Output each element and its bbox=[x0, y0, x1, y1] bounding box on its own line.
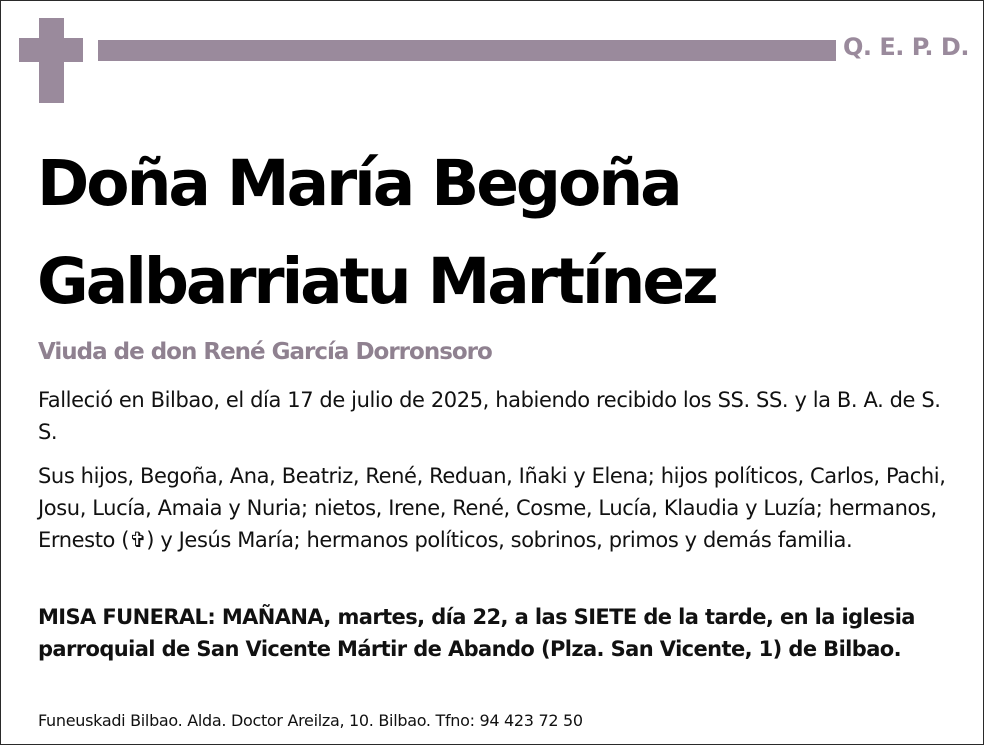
cross-icon-horizontal-bar bbox=[19, 38, 83, 62]
deceased-name bbox=[37, 135, 957, 331]
death-notice-text: Falleció en Bilbao, el día 17 de julio de 2025, habiendo recibido los SS. SS. y la B. A. de S. S. bbox=[38, 388, 941, 444]
deceased-name-line1: Doña María Begoña bbox=[37, 147, 680, 220]
family-text bbox=[38, 460, 958, 556]
small-cross-icon: ✞ bbox=[129, 528, 147, 552]
funeral-home-footer: Funeuskadi Bilbao. Alda. Doctor Areilza, 10. Bilbao. Tfno: 94 423 72 50 bbox=[38, 711, 583, 730]
qepd-label: Q. E. P. D. bbox=[843, 33, 969, 61]
header-band bbox=[98, 40, 836, 61]
deceased-name-line2: Galbarriatu Martínez bbox=[37, 245, 716, 318]
family-text-part1: Sus hijos, Begoña, Ana, Beatriz, René, Reduan, Iñaki y Elena; hijos políticos, Carlos, Pachi, Josu, Lucía, Amaia y Nuria; nietos, Irene, René, Cosme, Lucía, Klaudia y Luzía; hermanos, Ernesto ( bbox=[38, 464, 946, 552]
funeral-mass-text: MISA FUNERAL: MAÑANA, martes, día 22, a las SIETE de la tarde, en la iglesia parroquial de San Vicente Mártir de Abando (Plza. San Vicente, 1) de Bilbao. bbox=[38, 605, 915, 661]
widow-subtitle: Viuda de don René García Dorronsoro bbox=[38, 339, 492, 365]
family-text-part2: ) y Jesús María; hermanos políticos, sobrinos, primos y demás familia. bbox=[146, 528, 853, 552]
